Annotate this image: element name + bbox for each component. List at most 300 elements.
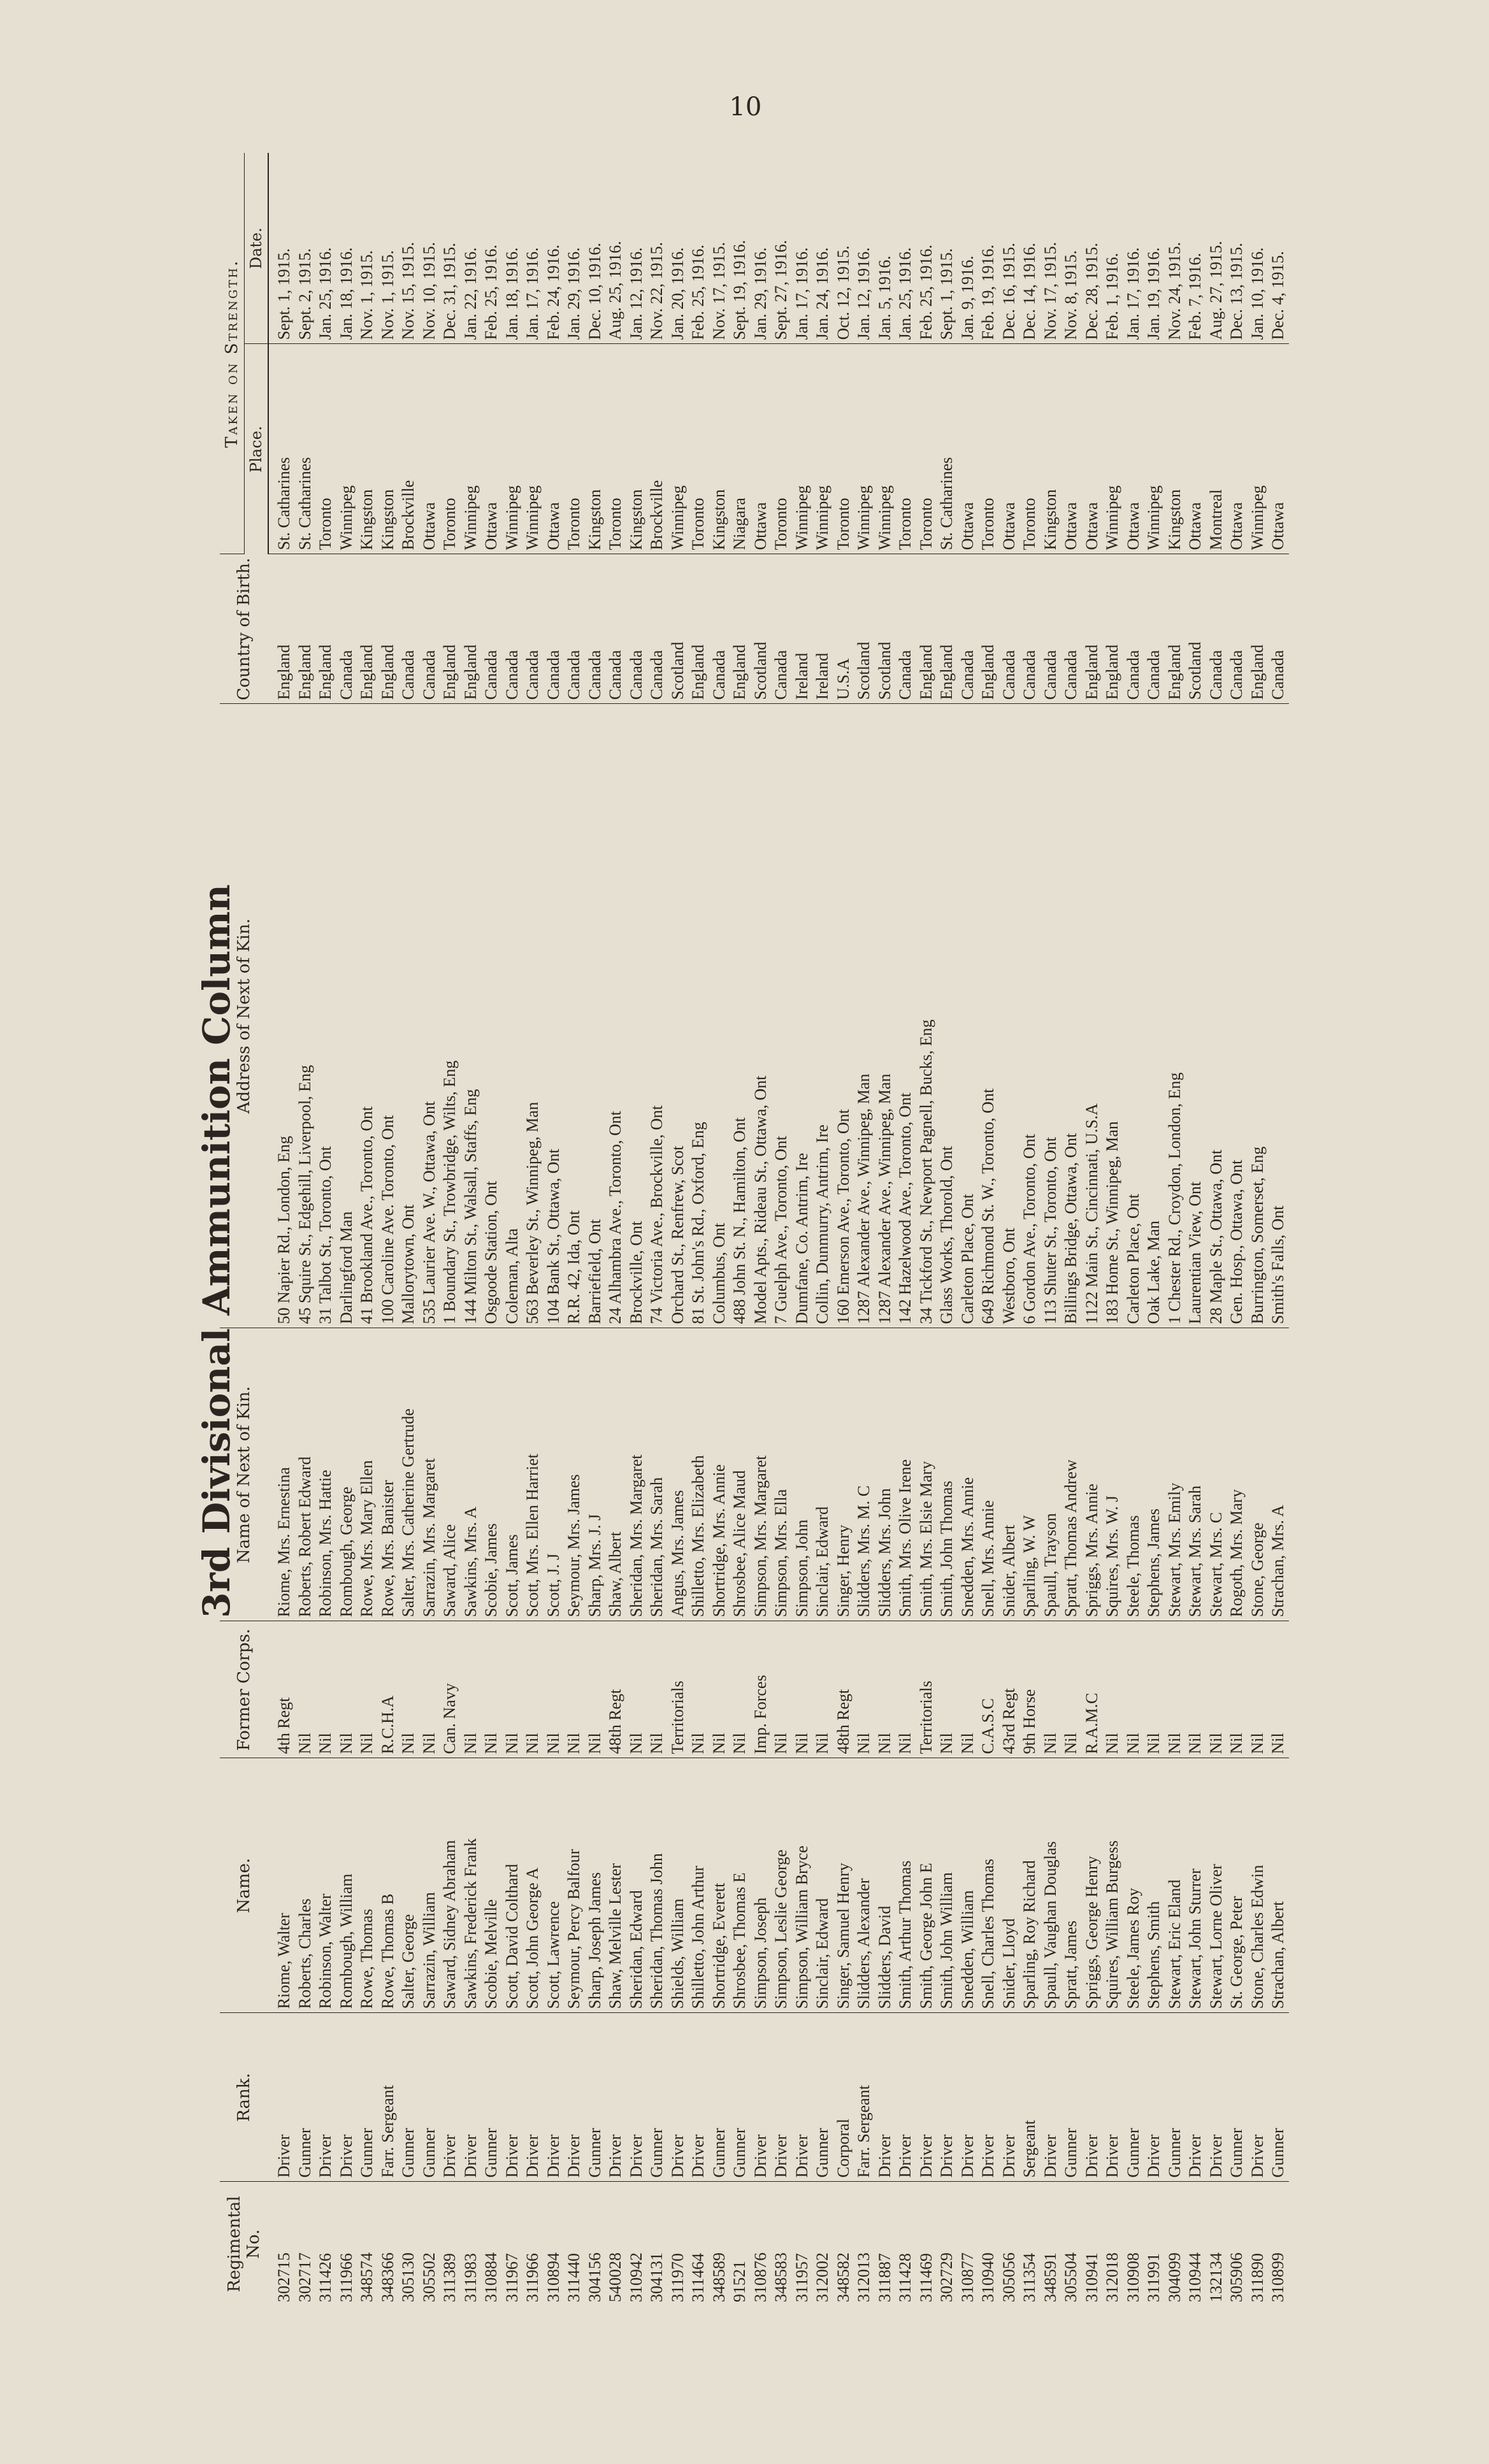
cell-date: Jan. 25, 1916. xyxy=(895,153,916,344)
cell-nok-address: 144 Milton St., Walsall, Staffs, Eng xyxy=(461,704,482,1328)
cell-country: England xyxy=(1102,554,1123,704)
cell-nok-address: 41 Brookland Ave., Toronto, Ont xyxy=(357,704,378,1328)
cell-place: Toronto xyxy=(978,344,999,554)
cell-place: Toronto xyxy=(315,344,336,554)
cell-nok-address: Billings Bridge, Ottawa, Ont xyxy=(1061,704,1082,1328)
cell-name: Scott, John George A xyxy=(522,1758,543,2013)
header-rank: Rank. xyxy=(220,2013,268,2182)
cell-rank: Driver xyxy=(268,2013,295,2182)
cell-regno: 348583 xyxy=(772,2253,790,2302)
table-row xyxy=(481,153,502,2306)
cell-nok-name: Shrosbee, Alice Maud xyxy=(730,1328,751,1621)
cell-nok-address: 104 Bank St., Ottawa, Ont xyxy=(543,704,565,1328)
cell-nok-name: Snell, Mrs. Annie xyxy=(978,1328,999,1621)
cell-rank: Gunner xyxy=(647,2013,668,2182)
cell-rank: Driver xyxy=(461,2013,482,2182)
cell-nok-address: Barriefield, Ont xyxy=(585,704,606,1328)
cell-name: Rombough, William xyxy=(336,1758,357,2013)
cell-regno: 311983 xyxy=(461,2253,480,2302)
cell-nok-name: Sheridan, Mrs. Margaret xyxy=(626,1328,647,1621)
cell-rank: Driver xyxy=(1040,2013,1061,2182)
cell-name: Sparling, Roy Richard xyxy=(1019,1758,1040,2013)
cell-nok-address: 34 Tickford St., Newport Pagnell, Bucks, Eng xyxy=(916,704,937,1328)
cell-name: Shaw, Melville Lester xyxy=(605,1758,626,2013)
header-next-of-kin-address: Address of Next of Kin. xyxy=(220,704,268,1328)
cell-regno: 304156 xyxy=(585,2253,604,2302)
cell-country: England xyxy=(730,554,751,704)
cell-nok-name: Seymour, Mrs. James xyxy=(564,1328,585,1621)
table-row xyxy=(668,153,689,2306)
cell-former: 48th Regt xyxy=(605,1621,626,1758)
cell-country: Canada xyxy=(522,554,543,704)
cell-former: Nil xyxy=(771,1621,792,1758)
cell-date: Aug. 25, 1916. xyxy=(605,153,626,344)
cell-rank: Sergeant xyxy=(1019,2013,1040,2182)
cell-former: Nil xyxy=(958,1621,979,1758)
cell-former: 48th Regt xyxy=(833,1621,854,1758)
cell-former: Nil xyxy=(895,1621,916,1758)
cell-country: Canada xyxy=(336,554,357,704)
cell-regno: 302717 xyxy=(295,2253,314,2302)
table-row xyxy=(461,153,482,2306)
cell-nok-address: 24 Alhambra Ave., Toronto, Ont xyxy=(605,704,626,1328)
table-row xyxy=(295,153,316,2306)
table-row xyxy=(916,153,937,2306)
cell-place: Kingston xyxy=(378,344,399,554)
cell-name: Simpson, William Bryce xyxy=(792,1758,813,2013)
cell-nok-name: Stewart, Mrs. C xyxy=(1206,1328,1227,1621)
cell-place: Winnipeg xyxy=(875,344,896,554)
cell-regno: 311469 xyxy=(916,2253,935,2302)
cell-name: Snell, Charles Thomas xyxy=(978,1758,999,2013)
cell-place: Toronto xyxy=(895,344,916,554)
cell-country: Canada xyxy=(958,554,979,704)
cell-nok-name: Simpson, Mrs. Margaret xyxy=(751,1328,772,1621)
cell-regno: 310940 xyxy=(979,2253,997,2302)
cell-country: Canada xyxy=(1040,554,1061,704)
cell-nok-name: Stone, George xyxy=(1248,1328,1269,1621)
cell-rank: Gunner xyxy=(295,2013,316,2182)
cell-place: Ottawa xyxy=(481,344,502,554)
cell-nok-address: 563 Beverley St., Winnipeg, Man xyxy=(522,704,543,1328)
cell-nok-name: Rombough, George xyxy=(336,1328,357,1621)
cell-rank: Driver xyxy=(958,2013,979,2182)
cell-regno: 305056 xyxy=(999,2253,1018,2302)
cell-former: Nil xyxy=(1061,1621,1082,1758)
cell-country: England xyxy=(1165,554,1186,704)
cell-nok-address: Coleman, Alta xyxy=(502,704,523,1328)
cell-nok-address: Collin, Dunmurry, Antrim, Ire xyxy=(812,704,833,1328)
cell-name: St. George, Peter xyxy=(1226,1758,1248,2013)
cell-former: Nil xyxy=(1206,1621,1227,1758)
cell-date: Feb. 24, 1916. xyxy=(543,153,565,344)
cell-name: Sharp, Joseph James xyxy=(585,1758,606,2013)
cell-place: Winnipeg xyxy=(668,344,689,554)
cell-name: Squires, William Burgess xyxy=(1102,1758,1123,2013)
cell-regno: 311970 xyxy=(668,2253,687,2302)
cell-regno: 311389 xyxy=(440,2253,459,2302)
cell-place: Kingston xyxy=(357,344,378,554)
cell-place: Winnipeg xyxy=(522,344,543,554)
cell-regno: 540028 xyxy=(606,2253,624,2302)
cell-name: Simpson, Leslie George xyxy=(771,1758,792,2013)
cell-nok-name: Strachan, Mrs. A xyxy=(1268,1328,1289,1621)
table-row xyxy=(419,153,440,2306)
cell-rank: Driver xyxy=(1248,2013,1269,2182)
cell-country: Canada xyxy=(481,554,502,704)
cell-place: Ottawa xyxy=(419,344,440,554)
header-place: Place. xyxy=(245,344,269,554)
cell-nok-name: Rogoth, Mrs. Mary xyxy=(1226,1328,1248,1621)
cell-former: R.C.H.A xyxy=(378,1621,399,1758)
cell-place: St. Catharines xyxy=(295,344,316,554)
cell-name: Rowe, Thomas xyxy=(357,1758,378,2013)
cell-rank: Driver xyxy=(522,2013,543,2182)
cell-country: England xyxy=(315,554,336,704)
cell-nok-address: Gen. Hosp., Ottawa, Ont xyxy=(1226,704,1248,1328)
table-row xyxy=(378,153,399,2306)
cell-regno: 348582 xyxy=(833,2253,852,2302)
cell-rank: Driver xyxy=(336,2013,357,2182)
cell-name: Simpson, Joseph xyxy=(751,1758,772,2013)
cell-rank: Driver xyxy=(668,2013,689,2182)
cell-country: England xyxy=(1082,554,1103,704)
cell-date: Jan. 17, 1916. xyxy=(522,153,543,344)
cell-rank: Driver xyxy=(1144,2013,1165,2182)
cell-regno: 310944 xyxy=(1186,2253,1204,2302)
cell-nok-address: 1287 Alexander Ave., Winnipeg, Man xyxy=(854,704,875,1328)
table-row xyxy=(1185,153,1206,2306)
cell-date: Dec. 4, 1915. xyxy=(1268,153,1289,344)
cell-regno: 304099 xyxy=(1165,2253,1184,2302)
cell-place: Kingston xyxy=(709,344,730,554)
cell-nok-name: Angus, Mrs. James xyxy=(668,1328,689,1621)
cell-regno: 311957 xyxy=(792,2253,811,2302)
cell-name: Slidders, Alexander xyxy=(854,1758,875,2013)
cell-former: Nil xyxy=(315,1621,336,1758)
cell-regno: 310884 xyxy=(482,2253,500,2302)
table-row xyxy=(585,153,606,2306)
cell-date: Jan. 12, 1916. xyxy=(626,153,647,344)
cell-country: England xyxy=(978,554,999,704)
cell-name: Shields, William xyxy=(668,1758,689,2013)
cell-name: Steele, James Roy xyxy=(1123,1758,1144,2013)
table-row xyxy=(771,153,792,2306)
cell-rank: Driver xyxy=(626,2013,647,2182)
cell-country: Scotland xyxy=(875,554,896,704)
cell-country: Canada xyxy=(1061,554,1082,704)
cell-former: Nil xyxy=(357,1621,378,1758)
cell-place: Ottawa xyxy=(543,344,565,554)
cell-former: Nil xyxy=(1165,1621,1186,1758)
cell-nok-name: Stewart, Mrs. Sarah xyxy=(1185,1328,1206,1621)
table-row xyxy=(999,153,1020,2306)
cell-nok-name: Spratt, Thomas Andrew xyxy=(1061,1328,1082,1621)
cell-regno: 348591 xyxy=(1040,2253,1060,2302)
cell-rank: Driver xyxy=(916,2013,937,2182)
cell-nok-address: 45 Squire St., Edgehill, Liverpool, Eng xyxy=(295,704,316,1328)
cell-former: Nil xyxy=(1248,1621,1269,1758)
cell-name: Shortridge, Everett xyxy=(709,1758,730,2013)
cell-name: Stewart, Eric Eland xyxy=(1165,1758,1186,2013)
cell-date: Jan. 25, 1916. xyxy=(315,153,336,344)
table-row xyxy=(854,153,875,2306)
cell-regno: 310942 xyxy=(626,2253,645,2302)
cell-rank: Driver xyxy=(315,2013,336,2182)
cell-nok-name: Rowe, Mrs. Banister xyxy=(378,1328,399,1621)
cell-rank: Driver xyxy=(875,2013,896,2182)
cell-rank: Driver xyxy=(688,2013,709,2182)
cell-date: Dec. 13, 1915. xyxy=(1226,153,1248,344)
cell-former: Nil xyxy=(1102,1621,1123,1758)
cell-place: Toronto xyxy=(916,344,937,554)
cell-country: Canada xyxy=(564,554,585,704)
table-row xyxy=(398,153,419,2306)
cell-nok-name: Roberts, Robert Edward xyxy=(295,1328,316,1621)
cell-place: Kingston xyxy=(626,344,647,554)
table-row xyxy=(958,153,979,2306)
cell-place: Ottawa xyxy=(1185,344,1206,554)
cell-country: Canada xyxy=(1123,554,1144,704)
cell-name: Slidders, David xyxy=(875,1758,896,2013)
cell-place: Winnipeg xyxy=(854,344,875,554)
cell-rank: Driver xyxy=(771,2013,792,2182)
cell-date: Feb. 7, 1916. xyxy=(1185,153,1206,344)
cell-rank: Driver xyxy=(751,2013,772,2182)
table-row xyxy=(440,153,461,2306)
cell-date: Jan. 12, 1916. xyxy=(854,153,875,344)
cell-nok-address: 28 Maple St., Ottawa, Ont xyxy=(1206,704,1227,1328)
header-taken-on-strength: Taken on Strength. xyxy=(220,153,245,554)
cell-place: Kingston xyxy=(585,344,606,554)
cell-name: Stewart, John Sturrer xyxy=(1185,1758,1206,2013)
cell-date: Nov. 1, 1915. xyxy=(357,153,378,344)
cell-nok-address: Mallorytown, Ont xyxy=(398,704,419,1328)
cell-former: Nil xyxy=(647,1621,668,1758)
cell-rank: Driver xyxy=(605,2013,626,2182)
cell-date: Aug. 27, 1915. xyxy=(1206,153,1227,344)
cell-place: Ottawa xyxy=(999,344,1020,554)
cell-nok-name: Salter, Mrs. Catherine Gertrude xyxy=(398,1328,419,1621)
cell-date: Feb. 1, 1916. xyxy=(1102,153,1123,344)
cell-rank: Corporal xyxy=(833,2013,854,2182)
table-row xyxy=(833,153,854,2306)
table-row xyxy=(1040,153,1061,2306)
cell-place: St. Catharines xyxy=(268,344,295,554)
cell-place: Ottawa xyxy=(1226,344,1248,554)
cell-place: Toronto xyxy=(1019,344,1040,554)
cell-rank: Driver xyxy=(1185,2013,1206,2182)
cell-country: Canada xyxy=(543,554,565,704)
cell-regno: 311967 xyxy=(502,2253,521,2302)
cell-regno: 302715 xyxy=(274,2253,293,2302)
cell-former: Nil xyxy=(688,1621,709,1758)
cell-country: Scotland xyxy=(854,554,875,704)
cell-rank: Driver xyxy=(792,2013,813,2182)
cell-former: Nil xyxy=(1123,1621,1144,1758)
cell-date: Jan. 10, 1916. xyxy=(1248,153,1269,344)
roster-table xyxy=(220,153,1316,2306)
cell-date: Feb. 25, 1916. xyxy=(916,153,937,344)
cell-former: Nil xyxy=(564,1621,585,1758)
cell-former: Nil xyxy=(626,1621,647,1758)
cell-regno: 348366 xyxy=(378,2253,397,2302)
page-number: 10 xyxy=(729,92,762,122)
header-country-of-birth: Country of Birth. xyxy=(220,554,268,704)
cell-nok-address: 142 Hazelwood Ave., Toronto, Ont xyxy=(895,704,916,1328)
cell-former: 4th Regt xyxy=(268,1621,295,1758)
cell-regno: 310899 xyxy=(1269,2253,1287,2302)
cell-place: Ottawa xyxy=(1268,344,1289,554)
table-row xyxy=(978,153,999,2306)
cell-nok-address: Laurentian View, Ont xyxy=(1185,704,1206,1328)
cell-regno: 348574 xyxy=(357,2253,376,2302)
cell-place: Montreal xyxy=(1206,344,1227,554)
cell-nok-address: Glass Works, Thorold, Ont xyxy=(937,704,958,1328)
header-name: Name. xyxy=(220,1758,268,2013)
cell-date: Oct. 12, 1915. xyxy=(833,153,854,344)
cell-date: Feb. 25, 1916. xyxy=(481,153,502,344)
cell-country: Canada xyxy=(502,554,523,704)
cell-date: Nov. 17, 1915. xyxy=(1040,153,1061,344)
cell-nok-name: Smith, Mrs. Elsie Mary xyxy=(916,1328,937,1621)
cell-name: Sarrazin, William xyxy=(419,1758,440,2013)
cell-rank: Gunner xyxy=(481,2013,502,2182)
cell-former: Nil xyxy=(461,1621,482,1758)
cell-former: Nil xyxy=(481,1621,502,1758)
cell-name: Singer, Samuel Henry xyxy=(833,1758,854,2013)
cell-regno: 310941 xyxy=(1082,2253,1101,2302)
cell-name: Snedden, William xyxy=(958,1758,979,2013)
cell-date: Jan. 17, 1916. xyxy=(1123,153,1144,344)
cell-former: Nil xyxy=(792,1621,813,1758)
cell-rank: Driver xyxy=(895,2013,916,2182)
cell-date: Sept. 1, 1915. xyxy=(937,153,958,344)
cell-name: Smith, John William xyxy=(937,1758,958,2013)
cell-country: England xyxy=(1248,554,1269,704)
cell-nok-address: 1 Boundary St., Trowbridge, Wilts, Eng xyxy=(440,704,461,1328)
cell-nok-name: Shaw, Albert xyxy=(605,1328,626,1621)
cell-country: Canada xyxy=(605,554,626,704)
cell-former: Nil xyxy=(875,1621,896,1758)
cell-date: Sept. 27, 1916. xyxy=(771,153,792,344)
cell-nok-name: Sawkins, Mrs. A xyxy=(461,1328,482,1621)
cell-rank: Farr. Sergeant xyxy=(854,2013,875,2182)
cell-nok-address: 81 St. John's Rd., Oxford, Eng xyxy=(688,704,709,1328)
cell-date: Jan. 9, 1916. xyxy=(958,153,979,344)
cell-regno: 305502 xyxy=(419,2253,438,2302)
cell-rank: Gunner xyxy=(1061,2013,1082,2182)
cell-nok-name: Smith, John Thomas xyxy=(937,1328,958,1621)
cell-nok-name: Scott, J. J xyxy=(543,1328,565,1621)
cell-country: Scotland xyxy=(668,554,689,704)
cell-place: St. Catharines xyxy=(937,344,958,554)
cell-regno: 310908 xyxy=(1123,2253,1142,2302)
table-row xyxy=(751,153,772,2306)
cell-name: Stewart, Lorne Oliver xyxy=(1206,1758,1227,2013)
cell-date: Dec. 14, 1916. xyxy=(1019,153,1040,344)
cell-nok-address: 649 Richmond St. W., Toronto, Ont xyxy=(978,704,999,1328)
cell-nok-address: Model Apts., Rideau St., Ottawa, Ont xyxy=(751,704,772,1328)
cell-name: Snider, Lloyd xyxy=(999,1758,1020,2013)
cell-name: Smith, George John E xyxy=(916,1758,937,2013)
cell-name: Spratt, James xyxy=(1061,1758,1082,2013)
cell-country: Canada xyxy=(895,554,916,704)
cell-regno: 312013 xyxy=(854,2253,873,2302)
cell-date: Dec. 31, 1915. xyxy=(440,153,461,344)
cell-nok-name: Sparling, W. W xyxy=(1019,1328,1040,1621)
cell-date: Nov. 10, 1915. xyxy=(419,153,440,344)
cell-name: Roberts, Charles xyxy=(295,1758,316,2013)
cell-regno: 310877 xyxy=(958,2253,977,2302)
table-row xyxy=(1268,153,1289,2306)
cell-nok-address: 488 John St. N., Hamilton, Ont xyxy=(730,704,751,1328)
cell-country: Canada xyxy=(647,554,668,704)
cell-regno: 305130 xyxy=(399,2253,417,2302)
cell-nok-name: Smith, Mrs. Olive Irene xyxy=(895,1328,916,1621)
cell-date: Nov. 1, 1915. xyxy=(378,153,399,344)
cell-date: Jan. 29, 1916. xyxy=(751,153,772,344)
cell-name: Sheridan, Edward xyxy=(626,1758,647,2013)
cell-rank: Gunner xyxy=(398,2013,419,2182)
cell-name: Stone, Charles Edwin xyxy=(1248,1758,1269,2013)
cell-former: Territorials xyxy=(668,1621,689,1758)
table-row xyxy=(895,153,916,2306)
cell-name: Seymour, Percy Balfour xyxy=(564,1758,585,2013)
cell-former: Nil xyxy=(1226,1621,1248,1758)
cell-rank: Gunner xyxy=(419,2013,440,2182)
cell-nok-address: 6 Gordon Ave., Toronto, Ont xyxy=(1019,704,1040,1328)
cell-place: Kingston xyxy=(1165,344,1186,554)
cell-place: Winnipeg xyxy=(1144,344,1165,554)
cell-nok-name: Sinclair, Edward xyxy=(812,1328,833,1621)
cell-regno: 312018 xyxy=(1103,2253,1121,2302)
cell-date: Jan. 5, 1916. xyxy=(875,153,896,344)
cell-name: Sheridan, Thomas John xyxy=(647,1758,668,2013)
cell-place: Winnipeg xyxy=(792,344,813,554)
cell-place: Ottawa xyxy=(751,344,772,554)
cell-date: Nov. 15, 1915. xyxy=(398,153,419,344)
table-row xyxy=(875,153,896,2306)
cell-place: Toronto xyxy=(688,344,709,554)
page-title: 3rd Divisional Ammunition Column xyxy=(195,884,238,1618)
cell-regno: 310876 xyxy=(751,2253,770,2302)
header-regimental-no: Regimental No. xyxy=(225,2196,263,2293)
cell-country: Canada xyxy=(1206,554,1227,704)
cell-nok-address: R.R. 42, Ida, Ont xyxy=(564,704,585,1328)
cell-name: Smith, Arthur Thomas xyxy=(895,1758,916,2013)
table-row xyxy=(1061,153,1082,2306)
cell-former: Nil xyxy=(336,1621,357,1758)
cell-nok-name: Sarrazin, Mrs. Margaret xyxy=(419,1328,440,1621)
cell-regno: 311464 xyxy=(689,2253,707,2302)
cell-former: Nil xyxy=(585,1621,606,1758)
cell-rank: Driver xyxy=(543,2013,565,2182)
cell-nok-address: 183 Home St., Winnipeg, Man xyxy=(1102,704,1123,1328)
cell-country: England xyxy=(268,554,295,704)
cell-nok-name: Singer, Henry xyxy=(833,1328,854,1621)
cell-nok-address: Darlingford Man xyxy=(336,704,357,1328)
cell-place: Toronto xyxy=(833,344,854,554)
cell-former: Nil xyxy=(812,1621,833,1758)
cell-name: Stephens, Smith xyxy=(1144,1758,1165,2013)
cell-country: England xyxy=(357,554,378,704)
cell-place: Toronto xyxy=(771,344,792,554)
cell-nok-name: Sharp, Mrs. J. J xyxy=(585,1328,606,1621)
table-row xyxy=(1248,153,1269,2306)
cell-nok-name: Stephens, James xyxy=(1144,1328,1165,1621)
cell-former: Nil xyxy=(419,1621,440,1758)
